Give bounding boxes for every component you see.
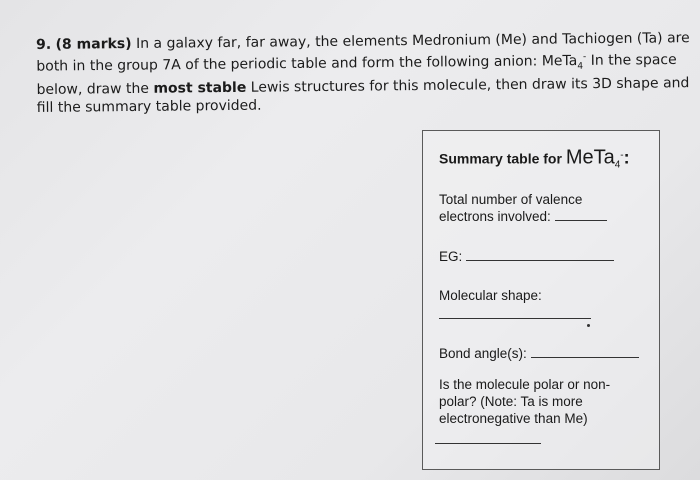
eg-label: EG:: [439, 249, 463, 264]
summary-table-title: [439, 147, 654, 173]
summary-formula-subscript: 4: [614, 159, 621, 171]
bond-angle-answer-line[interactable]: [531, 356, 639, 358]
bond-angle-label: Bond angle(s):: [439, 346, 527, 361]
question-number: 9.: [36, 36, 52, 53]
question-marks: (8 marks): [55, 35, 132, 53]
question-text: [36, 29, 692, 117]
pen-mark: [587, 324, 590, 327]
question-text-part3: Lewis structures for this molecule, then draw its 3D shape and fill the summary table provided.: [36, 75, 690, 117]
molecular-shape-answer-line[interactable]: [439, 317, 591, 319]
molecular-shape-field: [439, 287, 654, 304]
anion-superscript: -: [582, 52, 587, 63]
valence-label-line2: electrons involved:: [439, 209, 551, 224]
summary-formula-suffix: :: [623, 147, 630, 168]
question-text-part1: In a galaxy far, far away, the elements Medronium (Me) and Tachiogen (Ta) are both in the group 7A of the periodic table and form the following anion: MeTa: [36, 30, 690, 75]
question-text-part2: In the space below, draw the: [36, 51, 677, 99]
summary-title-prefix: Summary table for: [439, 150, 566, 167]
summary-table-box: [422, 130, 660, 470]
valence-field: [439, 191, 654, 225]
summary-title-formula: MeTa: [565, 146, 615, 169]
eg-field: [439, 248, 654, 265]
anion-subscript: 4: [577, 61, 584, 72]
question-bold-phrase: most stable: [153, 80, 247, 98]
eg-answer-line[interactable]: [466, 259, 614, 261]
polarity-field: [439, 376, 644, 427]
valence-answer-line[interactable]: [555, 219, 607, 221]
polarity-answer-line[interactable]: [435, 442, 541, 444]
molecular-shape-label: Molecular shape:: [439, 288, 542, 303]
polarity-question: Is the molecule polar or non-polar? (Note: Ta is more electronegative than Me): [439, 377, 611, 426]
bond-angle-field: [439, 345, 654, 362]
valence-label-line1: Total number of valence: [439, 192, 583, 207]
summary-formula-superscript: -: [620, 150, 624, 161]
